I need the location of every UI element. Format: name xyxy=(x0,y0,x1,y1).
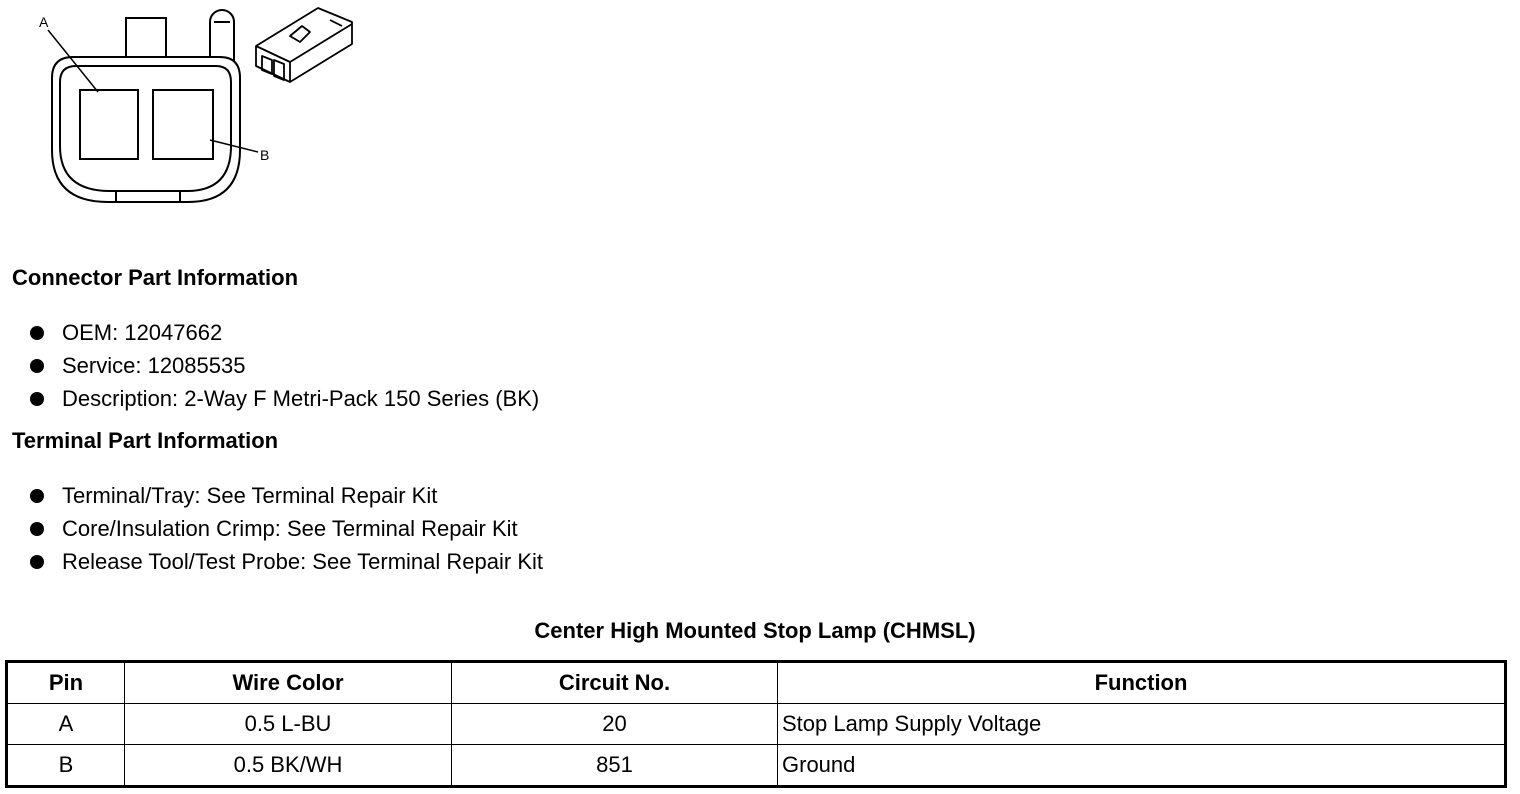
list-item xyxy=(30,545,543,578)
leader-b xyxy=(210,140,258,152)
pin-cell: B xyxy=(7,745,125,787)
table-title: Center High Mounted Stop Lamp (CHMSL) xyxy=(534,618,976,643)
terminal-part-list xyxy=(30,479,543,578)
wire-color-cell: 0.5 L-BU xyxy=(125,704,452,745)
terminal-part-heading: Terminal Part Information xyxy=(12,428,279,453)
function-cell: Stop Lamp Supply Voltage xyxy=(778,704,1506,745)
table-row xyxy=(7,745,1506,787)
list-item xyxy=(30,479,543,512)
list-item-text: Release Tool/Test Probe: See Terminal Repair Kit xyxy=(62,549,543,574)
bullet-icon xyxy=(30,359,44,373)
connector-iso-drawing xyxy=(256,8,352,82)
list-item-text: Core/Insulation Crimp: See Terminal Repair Kit xyxy=(62,516,518,541)
list-item-text: OEM: 12047662 xyxy=(62,320,223,345)
connector-diagram xyxy=(0,0,380,215)
connector-part-list xyxy=(30,316,539,415)
pin-table xyxy=(5,660,1507,788)
bullet-icon xyxy=(30,489,44,503)
table-header-row xyxy=(7,662,1506,704)
list-item xyxy=(30,382,539,415)
column-header-function: Function xyxy=(778,662,1506,704)
list-item-text: Description: 2-Way F Metri-Pack 150 Series (BK) xyxy=(62,386,540,411)
table-row xyxy=(7,704,1506,745)
column-header-wire-color: Wire Color xyxy=(125,662,452,704)
pin-label-b: B xyxy=(260,147,270,163)
pin-cell: A xyxy=(7,704,125,745)
list-item xyxy=(30,316,539,349)
list-item-text: Service: 12085535 xyxy=(62,353,246,378)
bullet-icon xyxy=(30,555,44,569)
cavity-b xyxy=(153,90,213,159)
wire-color-cell: 0.5 BK/WH xyxy=(125,745,452,787)
pin-label-a: A xyxy=(39,14,49,30)
circuit-cell: 20 xyxy=(452,704,778,745)
list-item xyxy=(30,512,543,545)
leader-a xyxy=(48,30,98,92)
connector-part-heading: Connector Part Information xyxy=(12,265,299,290)
cavity-a xyxy=(80,90,138,159)
function-cell: Ground xyxy=(778,745,1506,787)
bullet-icon xyxy=(30,326,44,340)
connector-face-drawing xyxy=(48,10,258,202)
list-item xyxy=(30,349,539,382)
circuit-cell: 851 xyxy=(452,745,778,787)
bullet-icon xyxy=(30,522,44,536)
column-header-circuit-no: Circuit No. xyxy=(452,662,778,704)
bullet-icon xyxy=(30,392,44,406)
list-item-text: Terminal/Tray: See Terminal Repair Kit xyxy=(62,483,438,508)
column-header-pin: Pin xyxy=(7,662,125,704)
